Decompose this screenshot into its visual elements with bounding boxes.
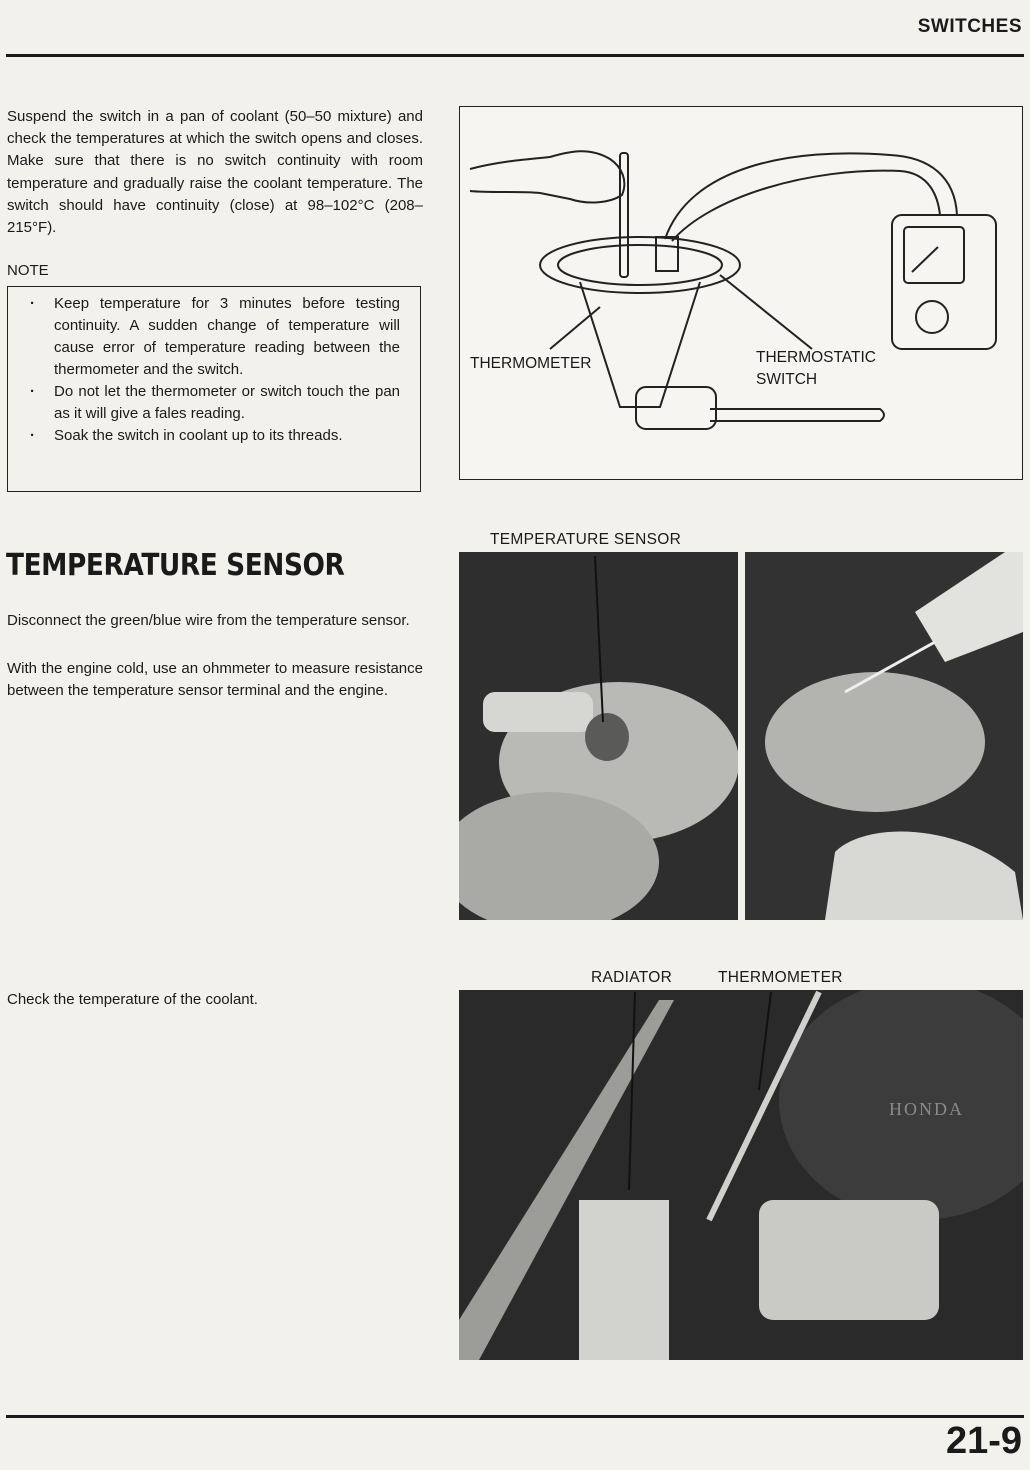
bracket-rod (710, 409, 884, 421)
sensor-photo-left (459, 552, 738, 920)
footer-rule (6, 1415, 1024, 1418)
note-item: · Keep temperature for 3 minutes before testing continuity. A sudden change of temperature will cause error of temperature reading between the thermometer and the switch. (54, 293, 400, 381)
thermometer-photo-label: THERMOMETER (718, 969, 843, 986)
note-item: · Do not let the thermometer or switch touch the pan as it will give a fales reading. (54, 381, 400, 425)
radiator-photo-drawing (459, 990, 1023, 1360)
section-header: SWITCHES (917, 16, 1022, 37)
disconnect-paragraph: Disconnect the green/blue wire from the temperature sensor. (7, 612, 410, 629)
intro-paragraph: Suspend the switch in a pan of coolant (50–50 mixture) and check the temperatures at which the switch opens and closes. Make sure that there is no switch continuity with room temperature and gradually raise the coolant temperature. The switch should have continuity (close) at 98–102°C (208–215°F). (7, 108, 423, 237)
thermometer-label: THERMOMETER (470, 355, 592, 372)
measure-paragraph: With the engine cold, use an ohmmeter to measure resistance between the temperature sensor terminal and the engine. (7, 660, 423, 700)
sensor-photo-right-drawing (745, 552, 1023, 920)
thermostatic-label: THERMOSTATIC (756, 349, 876, 366)
hand-shape (470, 151, 624, 202)
note-box (7, 286, 421, 492)
page-number: 21-9 (945, 1420, 1022, 1462)
sensor-photo-left-drawing (459, 552, 738, 920)
switch-label: SWITCH (756, 371, 818, 388)
radiator-photo (459, 990, 1023, 1360)
honda-emblem-text: HONDA (889, 1099, 964, 1119)
radiator-label: RADIATOR (591, 969, 673, 986)
note-item: · Soak the switch in coolant up to its threads. (54, 425, 400, 447)
switch-test-figure (459, 106, 1023, 480)
section-title: TEMPERATURE SENSOR (6, 548, 345, 583)
header-rule (6, 54, 1024, 57)
temperature-sensor-label: TEMPERATURE SENSOR (490, 531, 682, 548)
note-label: NOTE (7, 262, 49, 279)
switch-test-illustration (460, 107, 1022, 479)
sensor-photo-right (745, 552, 1023, 920)
coolant-paragraph: Check the temperature of the coolant. (7, 991, 258, 1008)
